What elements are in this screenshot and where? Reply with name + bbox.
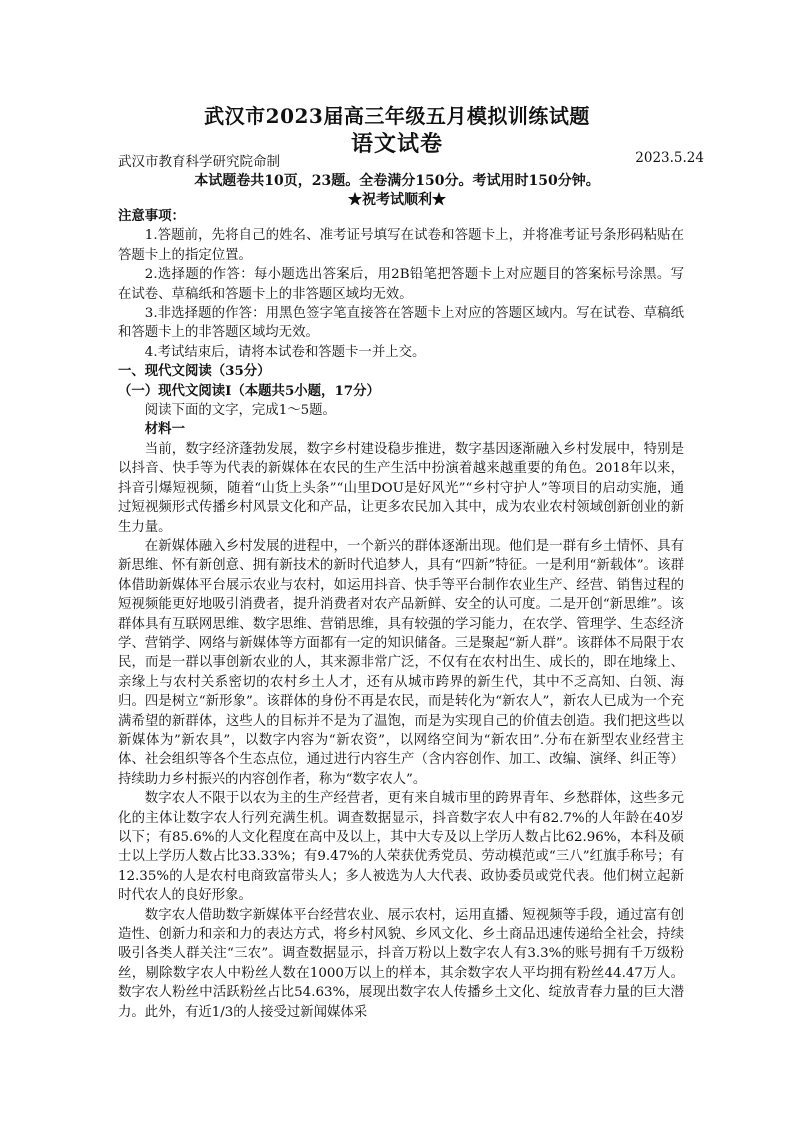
exam-subtitle: 语文试卷: [350, 131, 443, 157]
instructions-heading: 注意事项：: [118, 208, 185, 224]
material-paragraph: 当前，数字经济蓬勃发展，数字乡村建设稳步推进，数字基因逐渐融入乡村发展中，特别是以抖音、快手等为代表的新媒体在农民的生产生活中扮演着越来越重要的角色。2018年以来，抖音引爆短视频，随着“山货上头条”“山里DOU是好风光”“乡村守护人”等项目的启动实施，通过短视频形式传播乡村风景文化和产品，让更多农民加入其中，成为农业农村领域创新创业的新生力量。: [118, 441, 684, 535]
subsection-heading: （一）现代文阅读Ⅰ（本题共5小题，17分）: [118, 382, 380, 399]
exam-title: 武汉市2023届高三年级五月模拟训练试题: [204, 104, 590, 128]
exam-content: [118, 207, 684, 1022]
section-heading: 一、现代文阅读（35分）: [118, 363, 271, 380]
exam-date: 2023.5.24: [635, 150, 704, 166]
good-luck-line: ★祝考试顺利★: [348, 192, 446, 208]
material-label: 材料一: [144, 421, 185, 438]
instruction-item: 2.选择题的作答：每小题选出答案后，用2B铅笔把答题卡上对应题目的答案标号涂黑。写在试卷、草稿纸和答题卡上的非答题区域均无效。: [118, 267, 684, 302]
material-paragraph: 数字农人不限于以农为主的生产经营者，更有来自城市里的跨界青年、乡愁群体，这些多元化的主体让数字农人行列充满生机。调查数据显示，抖音数字农人中有82.7%的人年龄在40岁以下；有85.6%的人文化程度在高中及以上，其中大专及以上学历人数占比62.96%，本科及硕士以上学历人数占比33.33%；有9.47%的人荣获优秀党员、劳动模范或“三八”红旗手称号；有12.35%的人是农村电商致富带头人；多人被选为人大代表、政协委员或党代表。他们树立起新时代农人的良好形象。: [118, 791, 684, 904]
issuer: 武汉市教育科学研究院命制: [118, 154, 280, 170]
instruction-item: 4.考试结束后，请将本试卷和答题卡一并上交。: [144, 344, 426, 360]
instruction-item: 3.非选择题的作答：用黑色签字笔直接答在答题卡上对应的答题区域内。写在试卷、草稿纸和答题卡上的非答题区域均无效。: [118, 306, 684, 341]
exam-notice: 本试题卷共10页，23题。全卷满分150分。考试用时150分钟。: [194, 173, 600, 189]
meta-row: [118, 150, 704, 168]
instruction-item: 1.答题前，先将自己的姓名、准考证号填写在试卷和答题卡上，并将准考证号条形码粘贴在答题卡上的指定位置。: [118, 228, 684, 263]
material-paragraph: 在新媒体融入乡村发展的进程中，一个新兴的群体逐渐出现。他们是一群有乡土情怀、具有新思维、怀有新创意、拥有新技术的新时代追梦人，具有“四新”特征。一是利用“新载体”。该群体借助新媒体平台展示农业与农村，如运用抖音、快手等平台制作农业生产、经营、销售过程的短视频能更好地吸引消费者，提升消费者对农产品新鲜、安全的认可度。二是开创“新思维”。该群体具有互联网思维、数字思维、营销思维，具有较强的学习能力，在农学、管理学、生态经济学、营销学、网络与新媒体等方面都有一定的知识储备。三是聚起“新人群”。该群体不局限于农民，而是一群以事创新农业的人，其来源非常广泛，不仅有在农村出生、成长的，即在地缘上、亲缘上与农村关系密切的农村乡土人才，还有从城市跨界的新生代，其中不乏高知、白领、海归。四是树立“新形象”。该群体的身份不再是农民，而是转化为“新农人”，新农人已成为一个充满希望的新群体，这些人的目标并不是为了温饱，而是为实现自己的价值去创造。我们把这些以新媒体为”新农具”，以数字内容为“新农资”，以网络空间为“新农田”.分布在新型农业经营主体、社会组织等各个生态点位，通过进行内容生产（含内容创作、加工、改编、演绎、纠正等）持续助力乡村振兴的内容创作者，称为“数字农人”。: [118, 538, 684, 787]
reading-direction: 阅读下面的文字，完成1～5题。: [144, 403, 336, 419]
material-paragraph: 数字农人借助数字新媒体平台经营农业、展示农村，运用直播、短视频等手段，通过富有创造性、创新力和亲和力的表达方式，将乡村风貌、乡风文化、乡土商品迅速传递给全社会，持续吸引各类人群关注“三农”。调查数据显示，抖音万粉以上数字农人有3.3%的账号拥有千万级粉丝，剔除数字农人中粉丝人数在1000万以上的样本，其余数字农人平均拥有粉丝44.47万人。数字农人粉丝中活跃粉丝占比54.63%，展现出数字农人传播乡土文化、绽放青春力量的巨大潜力。此外，有近1/3的人接受过新闻媒体采: [118, 907, 684, 1020]
